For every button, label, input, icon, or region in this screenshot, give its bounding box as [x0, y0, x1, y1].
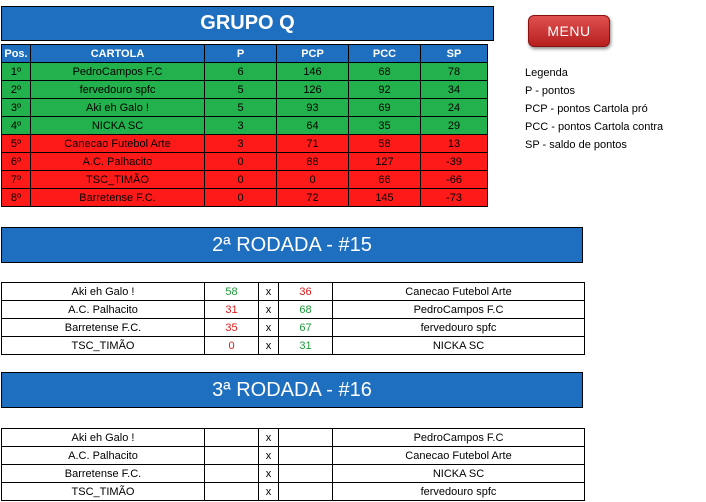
cell-sp: -39 [421, 153, 488, 171]
cell-pcp: 0 [277, 171, 349, 189]
cell-pos: 8º [2, 189, 31, 207]
legend-item-p: P - pontos [525, 85, 575, 97]
away-team: fervedouro spfc [333, 483, 585, 501]
cell-pcc: 92 [349, 81, 421, 99]
away-score: 67 [279, 319, 333, 337]
cell-points: 0 [205, 171, 277, 189]
cell-points: 0 [205, 153, 277, 171]
header-team: CARTOLA [31, 45, 205, 63]
cell-pos: 2º [2, 81, 31, 99]
header-pos: Pos. [2, 45, 31, 63]
away-team: NICKA SC [333, 465, 585, 483]
home-team: Aki eh Galo ! [2, 283, 205, 301]
home-team: A.C. Palhacito [2, 301, 205, 319]
game-row [2, 429, 585, 447]
versus-separator: x [259, 447, 279, 465]
away-team: Canecao Futebol Arte [333, 283, 585, 301]
legend-item-sp: SP - saldo de pontos [525, 139, 627, 151]
cell-pcc: 145 [349, 189, 421, 207]
legend-item-pcp: PCP - pontos Cartola pró [525, 103, 648, 115]
away-score [279, 429, 333, 447]
cell-pcp: 71 [277, 135, 349, 153]
cell-team: fervedouro spfc [31, 81, 205, 99]
cell-pos: 7º [2, 171, 31, 189]
cell-pcp: 93 [277, 99, 349, 117]
cell-pos: 1º [2, 63, 31, 81]
cell-sp: -66 [421, 171, 488, 189]
cell-pos: 6º [2, 153, 31, 171]
cell-sp: 78 [421, 63, 488, 81]
cell-points: 6 [205, 63, 277, 81]
cell-points: 0 [205, 189, 277, 207]
cell-pcc: 66 [349, 171, 421, 189]
away-score [279, 483, 333, 501]
cell-sp: -73 [421, 189, 488, 207]
cell-pcc: 127 [349, 153, 421, 171]
cell-sp: 29 [421, 117, 488, 135]
standings-row [2, 63, 488, 81]
versus-separator: x [259, 483, 279, 501]
cell-pcp: 64 [277, 117, 349, 135]
cell-sp: 24 [421, 99, 488, 117]
cell-points: 3 [205, 117, 277, 135]
home-score [205, 447, 259, 465]
cell-team: PedroCampos F.C [31, 63, 205, 81]
away-team: NICKA SC [333, 337, 585, 355]
away-team: fervedouro spfc [333, 319, 585, 337]
home-team: A.C. Palhacito [2, 447, 205, 465]
away-team: PedroCampos F.C [333, 429, 585, 447]
cell-team: TSC_TIMÃO [31, 171, 205, 189]
home-team: Barretense F.C. [2, 319, 205, 337]
cell-team: Barretense F.C. [31, 189, 205, 207]
away-score [279, 465, 333, 483]
cell-points: 5 [205, 81, 277, 99]
standings-row [2, 189, 488, 207]
versus-separator: x [259, 465, 279, 483]
cell-pcp: 72 [277, 189, 349, 207]
away-score: 31 [279, 337, 333, 355]
menu-button[interactable]: MENU [528, 15, 610, 47]
round-title-3: 3ª RODADA - #16 [1, 372, 583, 408]
standings-row [2, 99, 488, 117]
away-score: 68 [279, 301, 333, 319]
round-title-2: 2ª RODADA - #15 [1, 227, 583, 263]
standings-row [2, 171, 488, 189]
cell-pcc: 35 [349, 117, 421, 135]
game-row [2, 465, 585, 483]
home-score: 35 [205, 319, 259, 337]
cell-team: Canecao Futebol Arte [31, 135, 205, 153]
standings-row [2, 81, 488, 99]
round-3-games-table [1, 428, 585, 501]
game-row [2, 483, 585, 501]
game-row [2, 283, 585, 301]
game-row [2, 447, 585, 465]
home-team: Aki eh Galo ! [2, 429, 205, 447]
away-team: PedroCampos F.C [333, 301, 585, 319]
cell-team: A.C. Palhacito [31, 153, 205, 171]
versus-separator: x [259, 301, 279, 319]
cell-pcc: 58 [349, 135, 421, 153]
cell-pcp: 146 [277, 63, 349, 81]
versus-separator: x [259, 337, 279, 355]
standings-table [1, 44, 488, 207]
home-team: Barretense F.C. [2, 465, 205, 483]
away-team: Canecao Futebol Arte [333, 447, 585, 465]
header-points: P [205, 45, 277, 63]
standings-row [2, 135, 488, 153]
legend-item-pcc: PCC - pontos Cartola contra [525, 121, 664, 133]
game-row [2, 319, 585, 337]
cell-pos: 3º [2, 99, 31, 117]
cell-pcp: 126 [277, 81, 349, 99]
cell-pcc: 69 [349, 99, 421, 117]
standings-header-row [2, 45, 488, 63]
home-score: 0 [205, 337, 259, 355]
cell-sp: 34 [421, 81, 488, 99]
cell-points: 3 [205, 135, 277, 153]
away-score [279, 447, 333, 465]
versus-separator: x [259, 319, 279, 337]
home-score [205, 483, 259, 501]
standings-row [2, 153, 488, 171]
standings-row [2, 117, 488, 135]
versus-separator: x [259, 429, 279, 447]
cell-pcc: 68 [349, 63, 421, 81]
home-team: TSC_TIMÃO [2, 483, 205, 501]
home-score [205, 429, 259, 447]
home-score: 31 [205, 301, 259, 319]
cell-team: NICKA SC [31, 117, 205, 135]
home-score: 58 [205, 283, 259, 301]
cell-sp: 13 [421, 135, 488, 153]
header-sp: SP [421, 45, 488, 63]
home-score [205, 465, 259, 483]
game-row [2, 337, 585, 355]
away-score: 36 [279, 283, 333, 301]
cell-points: 5 [205, 99, 277, 117]
cell-pos: 5º [2, 135, 31, 153]
cell-team: Aki eh Galo ! [31, 99, 205, 117]
legend [525, 64, 663, 154]
header-pcc: PCC [349, 45, 421, 63]
cell-pcp: 88 [277, 153, 349, 171]
cell-pos: 4º [2, 117, 31, 135]
round-2-games-table [1, 282, 585, 355]
game-row [2, 301, 585, 319]
home-team: TSC_TIMÃO [2, 337, 205, 355]
legend-title: Legenda [525, 67, 568, 79]
header-pcp: PCP [277, 45, 349, 63]
group-title: GRUPO Q [1, 6, 494, 41]
versus-separator: x [259, 283, 279, 301]
